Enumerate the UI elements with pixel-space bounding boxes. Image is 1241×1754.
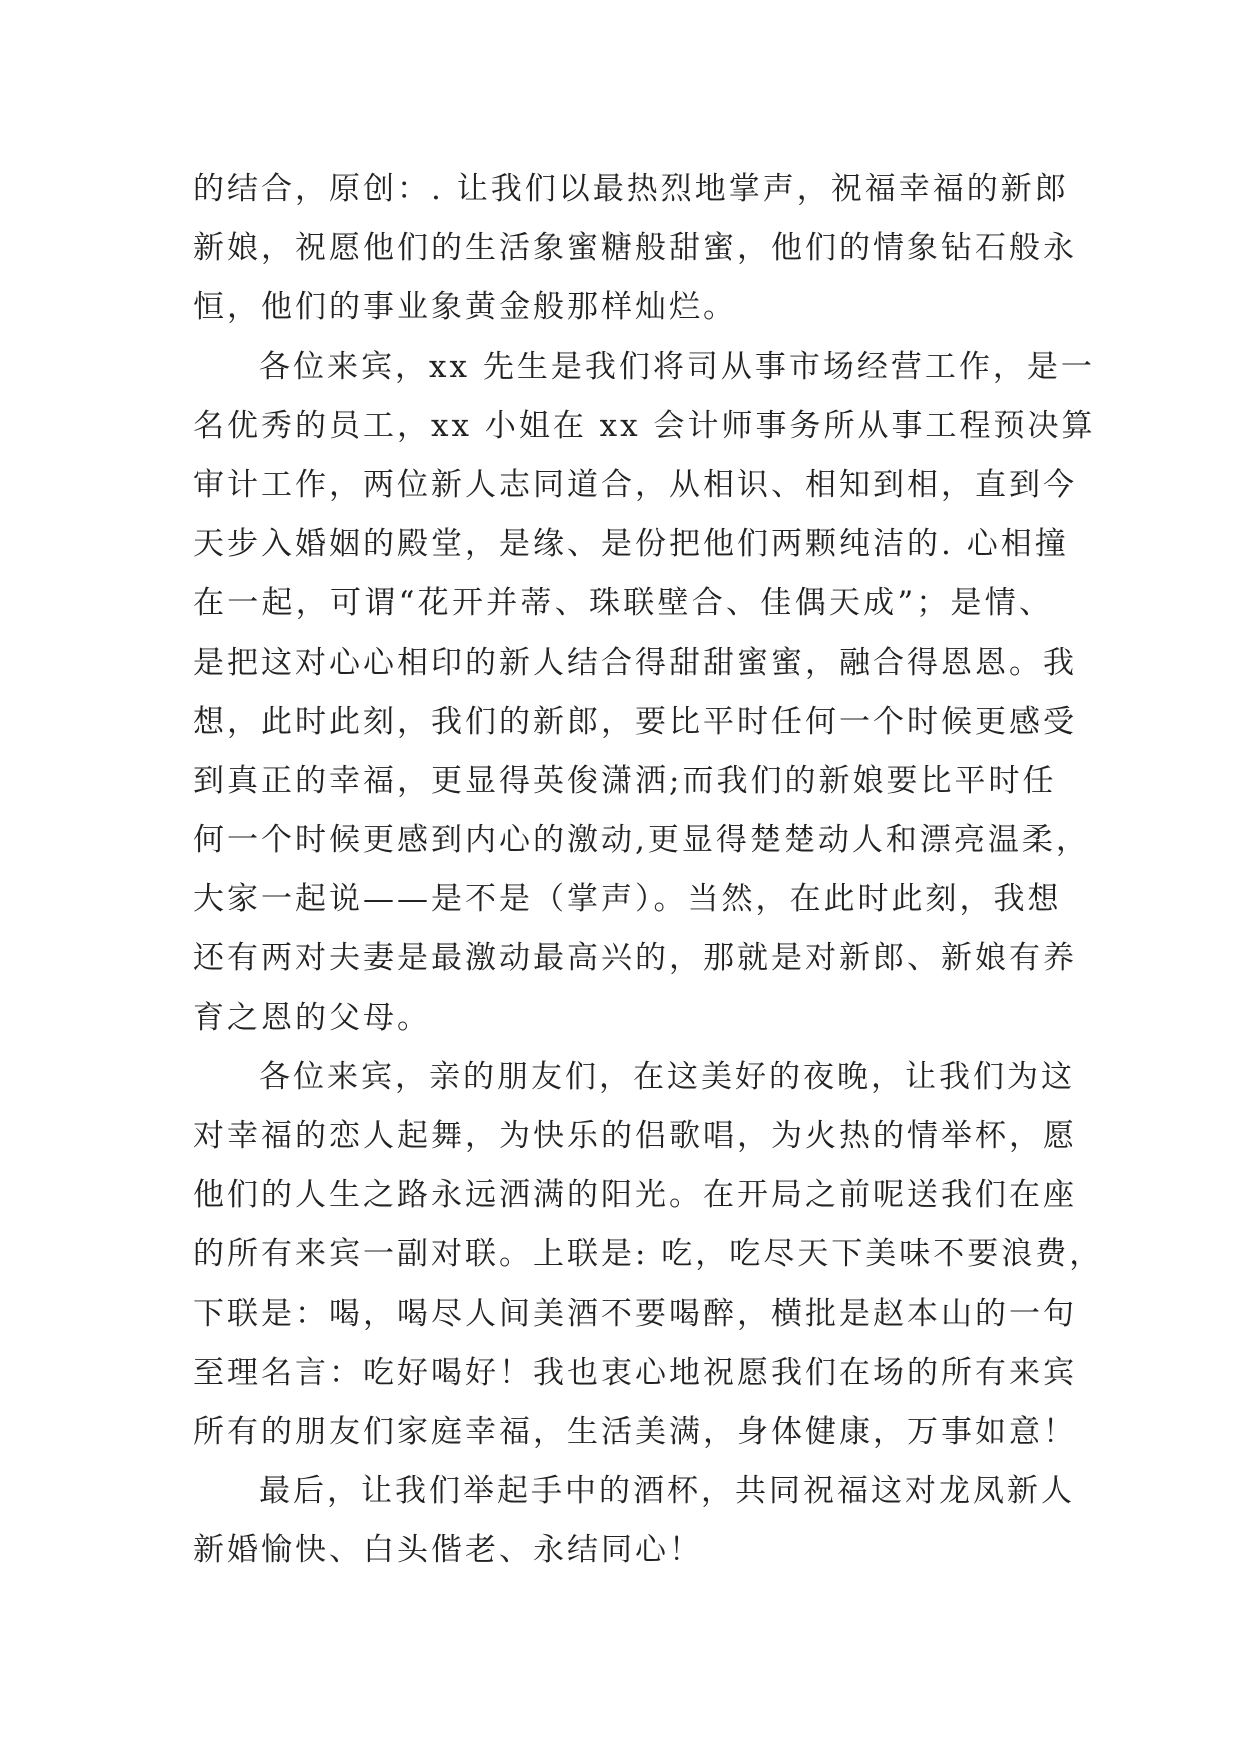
text-line: 还有两对夫妻是最激动最高兴的，那就是对新郎、新娘有养 [193, 940, 1077, 977]
paragraph-3 [193, 1048, 1104, 1462]
text-line: 至理名言：吃好喝好！我也衷心地祝愿我们在场的所有来宾 [193, 1354, 1077, 1391]
text-line: 对幸福的恋人起舞，为快乐的侣歌唱，为火热的情举杯，愿 [193, 1118, 1077, 1154]
text-line: 各位来宾，亲的朋友们，在这美好的夜晚，让我们为这 [259, 1058, 1075, 1095]
text-line: 恒，他们的事业象黄金般那样灿烂。 [193, 289, 737, 326]
text-line: 新婚愉快、白头偕老、永结同心！ [193, 1532, 703, 1569]
text-line: 名优秀的员工，xx 小姐在 xx 会计师事务所从事工程预决算 [193, 407, 1096, 444]
text-line: 的结合，原创：. 让我们以最热烈地掌声，祝福幸福的新郎 [193, 171, 1069, 207]
text-line: 的所有来宾一副对联。上联是: 吃，吃尽天下美味不要浪费， [193, 1236, 1104, 1273]
text-line: 所有的朋友们家庭幸福，生活美满，身体健康，万事如意！ [193, 1413, 1077, 1450]
text-line: 是把这对心心相印的新人结合得甜甜蜜蜜，融合得恩恩。我 [193, 644, 1077, 681]
text-line: 在一起，可谓“花开并蒂、珠联壁合、佳偶天成”；是情、 [193, 585, 1053, 622]
text-line: 到真正的幸福，更显得英俊潇洒;而我们的新娘要比平时任 [193, 762, 1057, 799]
text-line: 天步入婚姻的殿堂，是缘、是份把他们两颗纯洁的. 心相撞 [193, 526, 1069, 563]
text-line: 各位来宾，xx 先生是我们将司从事市场经营工作，是一 [259, 348, 1095, 385]
document-body [193, 160, 1104, 1581]
text-line: 新娘，祝愿他们的生活象蜜糖般甜蜜，他们的情象钻石般永 [193, 230, 1077, 267]
text-line: 下联是：喝，喝尽人间美酒不要喝醉，横批是赵本山的一句 [193, 1295, 1077, 1332]
text-line: 他们的人生之路永远洒满的阳光。在开局之前呢送我们在座 [193, 1177, 1077, 1214]
paragraph-1 [193, 160, 1077, 338]
text-line: 审计工作，两位新人志同道合，从相识、相知到相，直到今 [193, 466, 1077, 503]
text-line: 想，此时此刻，我们的新郎，要比平时任何一个时候更感受 [193, 703, 1077, 740]
paragraph-2 [193, 338, 1096, 1048]
text-line: 最后，让我们举起手中的酒杯，共同祝福这对龙凤新人 [259, 1473, 1075, 1510]
paragraph-4 [193, 1462, 1075, 1580]
text-line: 大家一起说——是不是（掌声）。当然，在此时此刻，我想 [193, 881, 1062, 918]
text-line: 育之恩的父母。 [193, 999, 431, 1036]
text-line: 何一个时候更感到内心的激动,更显得楚楚动人和漂亮温柔， [193, 822, 1090, 859]
